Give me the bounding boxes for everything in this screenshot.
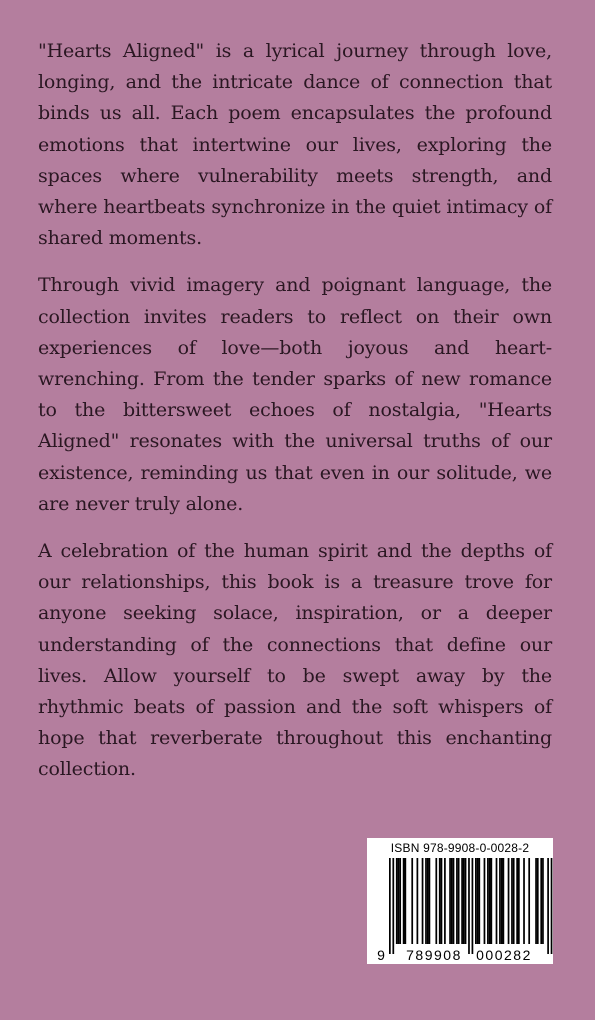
barcode-bar [496,858,498,944]
barcode-bar [542,858,544,944]
barcode-bar [468,858,470,954]
barcode-bar [528,858,530,944]
barcode-lines [389,858,552,954]
barcode-bar [429,858,431,944]
barcode-bar [472,858,474,954]
blurb-paragraph: "Hearts Aligned" is a lyrical journey through love, longing, and the intricate dance of connection that binds us all. Each poem encapsulates the profound emotions that intertwine our lives, exploring the spaces where vulnerability meets strength, and where heartbeats synchronize in the quiet intimacy of shared moments. [38,40,552,250]
barcode-bar [439,858,441,944]
barcode-bar [484,858,486,944]
barcode-bar [422,858,424,944]
barcode-right-digits: 000282 [476,947,532,963]
barcode-bar [513,858,515,944]
barcode-bar [490,858,492,944]
barcode-bar [523,858,525,944]
barcode-bar [463,858,465,944]
barcode-bar [477,858,479,944]
barcode-bar [465,858,467,944]
barcode-bar [487,858,489,944]
barcode-bar [501,858,503,944]
barcode-bar [444,858,446,944]
isbn-barcode [367,838,553,964]
barcode-bar [458,858,460,944]
barcode-bar [404,858,406,944]
barcode-bar [489,858,491,944]
barcode-bars [367,856,553,964]
barcode-bar [403,858,405,944]
barcode-bar [518,858,520,944]
barcode-bar [547,858,549,954]
barcode-bar [540,858,542,944]
barcode-bar [427,858,429,944]
barcode-bar [535,858,537,944]
barcode-bar [449,858,451,944]
barcode-bar [478,858,480,944]
barcode-bar [461,858,463,944]
barcode-bar [399,858,401,944]
barcode-bar [451,858,453,944]
barcode-left-digits: 789908 [406,947,462,963]
barcode-bar [475,858,477,944]
blurb-paragraph: Through vivid imagery and poignant language, the collection invites readers to reflect on their own experiences of love—both joyous and heart-wrenching. From the tender sparks of new romance to the bittersweet echoes of nostalgia, "Hearts Aligned" resonates with the universal truths of our existence, reminding us that even in our solitude, we are never truly alone. [38,274,552,515]
barcode-lead-digit: 9 [377,947,385,963]
barcode-bar [456,858,458,944]
barcode-bar [511,858,513,944]
barcode-bar [398,858,400,944]
barcode-bar [389,858,391,954]
barcode-bar [441,858,443,944]
barcode-bar [417,858,419,944]
barcode-bar [516,858,518,944]
barcode-bar [503,858,505,944]
blurb-paragraph: A celebration of the human spirit and the depths of our relationships, this book is a treasure trove for anyone seeking solace, inspiration, or a deeper understanding of the connections that define our lives. Allow yourself to be swept away by the rhythmic beats of passion and the soft whispers of hope that reverberate throughout this enchanting collection. [38,540,552,781]
barcode-bar [551,858,553,954]
barcode-bar [396,858,398,944]
barcode-bar [411,858,413,944]
back-cover-blurb [38,36,552,802]
barcode-bar [392,858,394,954]
isbn-label: ISBN 978-9908-0-0028-2 [390,841,530,855]
barcode-bar [453,858,455,944]
barcode-bar [537,858,539,944]
barcode-bar [499,858,501,944]
barcode-bar [508,858,510,944]
barcode-bar [435,858,437,944]
barcode-bar [425,858,427,944]
